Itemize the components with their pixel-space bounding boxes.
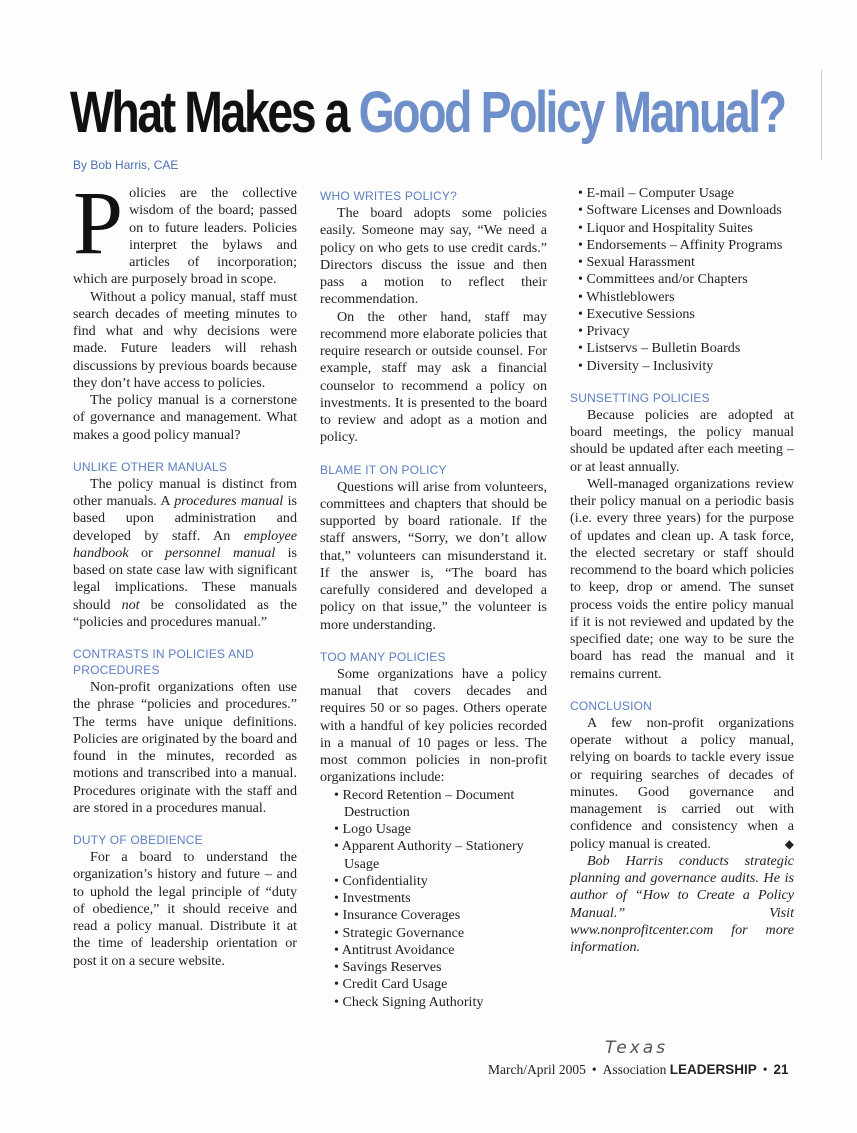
end-mark-icon: ◆ <box>784 836 794 851</box>
list-item: • Committees and/or Chapters <box>578 271 748 288</box>
list-item: • Record Retention – Document Destruction <box>334 786 515 820</box>
intro-paragraph-3: The policy manual is a cornerstone of governance and management. What makes a good policy manual? <box>73 392 297 443</box>
list-item: • Strategic Governance <box>334 924 465 941</box>
blame-paragraph: Questions will arise from volunteers, committees and chapters that should be supported by board rationale. If the staff answers, “Sorry, we don’t allow that,” volunteers can misunderstand it. If the answer is, “The board has carefully considered and developed a policy on that issue,” the volunteer is more understanding. <box>320 478 547 633</box>
page-footer: March/April 2005 • Association LEADERSHIP • 21 <box>488 1062 789 1077</box>
heading-sunsetting-policies: SUNSETTING POLICIES <box>570 390 710 405</box>
list-item: • Logo Usage <box>334 821 411 837</box>
contrasts-paragraph: Non-profit organizations often use the phrase “policies and procedures.” The terms have unique definitions. Policies are originated by the board and found in the minutes, recorded as motions and transcribed into a manual. Procedures originate with the staff and are stored in a procedures manual. <box>73 679 297 816</box>
list-item: • Listservs – Bulletin Boards <box>578 340 741 357</box>
heading-conclusion: CONCLUSION <box>570 698 653 713</box>
list-item: • Antitrust Avoidance <box>334 941 455 958</box>
conclusion-paragraph: A few non-profit organizations operate without a policy manual, relying on boards to tackle every issue or requiring searches of decades of minutes. Good governance and management is carried out with confidence and consistency when a policy manual is created. ◆ <box>570 714 794 852</box>
list-item: • Confidentiality <box>334 872 428 889</box>
list-item: • Check Signing Authority <box>334 993 484 1010</box>
list-item: • E-mail – Computer Usage <box>578 185 735 201</box>
list-item: • Software Licenses and Downloads <box>578 202 782 219</box>
policy-list-2 <box>570 185 794 375</box>
list-item: • Endorsements – Affinity Programs <box>578 236 783 253</box>
heading-blame-it-on-policy: BLAME IT ON POLICY <box>320 462 447 477</box>
handwritten-signature: Texas <box>605 1038 669 1058</box>
drop-cap: P <box>73 174 124 273</box>
list-item: • Liquor and Hospitality Suites <box>578 219 753 236</box>
list-item: • Privacy <box>578 323 630 339</box>
issue-date: March/April 2005 <box>488 1062 586 1077</box>
magazine-name: Association LEADERSHIP <box>602 1062 757 1077</box>
heading-contrasts: CONTRASTS IN POLICIES AND PROCEDURES <box>73 647 255 677</box>
heading-who-writes-policy: WHO WRITES POLICY? <box>320 189 457 203</box>
list-item: • Insurance Coverages <box>334 907 461 924</box>
list-item: • Investments <box>334 890 411 906</box>
author-bio: Bob Harris conducts strategic planning and governance audits. He is author of “How to Create a Policy Manual.” Visit www.nonprofitcenter.com for more information. <box>570 852 794 955</box>
column-1 <box>73 174 297 970</box>
title-part-2: Good Policy Manual? <box>358 80 785 145</box>
toomany-paragraph: Some organizations have a policy manual that covers decades and requires 50 or so pages. Others operate with a handful of key policies recorded in a manual of 10 pages or less. The most common policies in non-profit organizations include: <box>320 665 547 786</box>
heading-unlike-other-manuals: UNLIKE OTHER MANUALS <box>73 459 228 474</box>
who-paragraph-1: The board adopts some policies easily. Someone may say, “We need a policy on who gets to use credit cards.” Directors discuss the issue and then pass a motion to reflect their recommendation. <box>320 205 547 308</box>
list-item: • Diversity – Inclusivity <box>578 357 714 374</box>
list-item: • Whistleblowers <box>578 288 675 305</box>
heading-too-many-policies: TOO MANY POLICIES <box>320 649 446 664</box>
margin-rule <box>821 70 822 160</box>
duty-paragraph: For a board to understand the organization’s history and future – and to uphold the legal principle of “duty of obedience,” it should receive and read a policy manual. Distribute it at the time of leadership orientation or post it on a secure website. <box>73 849 297 969</box>
list-item: • Executive Sessions <box>578 305 695 322</box>
title-part-1: What Makes a <box>70 80 349 145</box>
intro-paragraph: Policies are the collective wisdom of the board; passed on to future leaders. Policies interpret the bylaws and articles of incorporation; which are purposely broad in scope. <box>73 174 297 288</box>
list-item: • Apparent Authority – Stationery Usage <box>334 838 524 872</box>
who-paragraph-2: On the other hand, staff may recommend more elaborate policies that require research or outside counsel. For example, staff may ask a financial counselor to recommend a policy on investments. It is presented to the board to review and adopt as a motion and policy. <box>320 308 547 446</box>
intro-paragraph-2: Without a policy manual, staff must search decades of meeting minutes to find what and why decisions were made. Future leaders will rehash discussions by previous boards because they don’t have access to policies. <box>73 288 297 391</box>
sunsetting-paragraph-1: Because policies are adopted at board meetings, the policy manual should be updated after each meeting – or at least annually. <box>570 406 794 475</box>
unlike-paragraph: The policy manual is distinct from other manuals. A procedures manual is based upon administration and developed by staff. An employee handbook or personnel manual is based on state case law with significant legal implications. These manuals should not be consolidated as the “policies and procedures manual.” <box>73 475 297 630</box>
sunsetting-paragraph-2: Well-managed organizations review their policy manual on a periodic basis (i.e. every three years) for the purpose of updates and clean up. A task force, the elected secretary or staff should recommend to the board which policies to keep, drop or amend. The sunset process voids the entire policy manual if it is not reviewed and updated by the specified date; one way to be sure the board has read the manual and it remains current. <box>570 475 794 682</box>
column-3 <box>570 185 794 956</box>
policy-list-1 <box>320 787 547 1011</box>
list-item: • Savings Reserves <box>334 959 442 975</box>
heading-duty-of-obedience: DUTY OF OBEDIENCE <box>73 833 203 847</box>
article-title <box>70 78 785 148</box>
byline: By Bob Harris, CAE <box>73 158 179 172</box>
column-2 <box>320 188 547 1011</box>
list-item: • Credit Card Usage <box>334 976 448 993</box>
list-item: • Sexual Harassment <box>578 254 695 270</box>
page-number: 21 <box>773 1062 789 1077</box>
